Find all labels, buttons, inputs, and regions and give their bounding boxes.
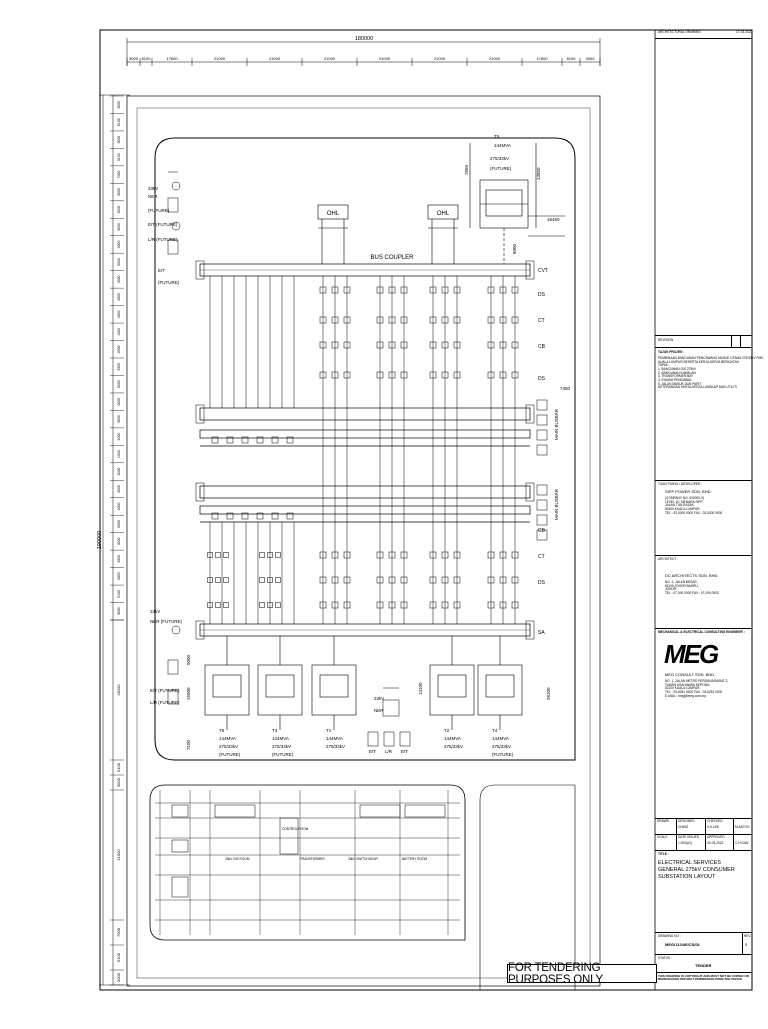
tb-designed-label: DESIGNED	[678, 819, 695, 823]
left-dim-label: 4000	[117, 310, 121, 319]
top-dim-label: 21000	[268, 56, 281, 61]
transformer-outline	[258, 665, 302, 715]
center-ner-et2: E/T	[401, 749, 409, 754]
left-dim-label: 4500	[117, 292, 121, 301]
left-ner-line2: NER	[148, 194, 158, 199]
switch-symbol	[276, 578, 281, 583]
notes-lines-line: TAPAK :	[658, 363, 670, 368]
building-rooms	[172, 805, 445, 897]
architect-address-line: JOHOR.	[665, 587, 678, 592]
site-boundary	[127, 96, 600, 986]
tb-rev-divider	[742, 932, 743, 954]
right-row-label: CB	[538, 344, 545, 350]
top-dim-label: 3000	[585, 56, 595, 61]
consultant-address-line: 52100 KUALA LUMPUR.	[665, 686, 701, 691]
owner-address-line: (COMPANY NO. 000000-X)	[665, 496, 705, 500]
tb-architect-name: DC ARCHITECTS SDN. BHD.	[665, 573, 719, 578]
transformer-label: 275/33kV	[492, 744, 512, 749]
top-dim-label: 3000	[129, 56, 138, 61]
left-dim-label: 3500	[117, 415, 121, 424]
tb-title-label: TITLE :	[658, 852, 669, 856]
inner-fence	[137, 108, 590, 978]
dim-28100: 28100	[546, 687, 551, 700]
notes-lines-line: PEMBINAAN BANGUNAN PENCAWANG MASUK UTAMA 275/33kV PMU	[658, 356, 764, 360]
left-ner-line4: E/T (FUTURE)	[148, 222, 178, 227]
ohl-label-2: OHL	[436, 211, 450, 217]
left-dim-label-lower: 28100	[116, 684, 121, 696]
left-dim-label: 7000	[117, 170, 121, 179]
dim-7400: 7400	[560, 386, 571, 391]
left-ner-line6: E/T	[158, 268, 166, 273]
switch-symbol	[276, 603, 281, 608]
left-dim-label-lower: 3000	[116, 973, 121, 982]
left-ner-line5: L/R (FUTURE)	[148, 237, 178, 242]
tb-revision-header: REVISION	[658, 338, 674, 342]
left-lower-line2: NER (FUTURE)	[150, 619, 182, 624]
tender-banner: FOR TENDERING PURPOSES ONLY	[507, 964, 657, 983]
bus-coupler-label: BUS COUPLER	[370, 255, 414, 261]
tb-owner-label: TUAN PUNYA / DEVELOPER :	[658, 482, 703, 486]
top-transformer-rating: 144MVA	[494, 143, 511, 148]
transformer-label: T1	[326, 728, 332, 733]
transformer-core	[266, 675, 294, 697]
switch-symbol	[260, 578, 265, 583]
top-dim-label: 8100	[566, 56, 576, 61]
consultant-address-line: TEL : 03-6251 0000 FAX : 03-6251 0000	[665, 690, 723, 695]
transformer-core	[438, 675, 466, 697]
transformer-label: 275/33kV	[326, 744, 346, 749]
building-grid	[155, 803, 460, 920]
left-dim-label: 3000	[117, 607, 121, 616]
transformer-label: 144MVA	[326, 736, 343, 741]
tb-rev-value: 0	[745, 942, 748, 947]
tb-scale-value: 1:200(A1)	[678, 841, 692, 845]
left-dim-label: 4000	[117, 502, 121, 511]
tb-designed-value: K.K.LEE	[707, 825, 720, 829]
right-row-label: CT	[538, 318, 545, 324]
transformer-label: (FUTURE)	[492, 752, 514, 757]
tb-top-label: ARCHITECTURAL DRAWING	[658, 30, 701, 34]
tb-rev-col	[731, 335, 732, 347]
tb-drawing-no: MEG/1124/E/CS/01	[665, 942, 700, 947]
left-dim-label: 4000	[117, 572, 121, 581]
tb-line-architect	[655, 555, 752, 556]
left-dim-label: 2000	[117, 345, 121, 354]
tb-col-3	[733, 818, 734, 850]
tb-line-copyright	[655, 972, 752, 973]
left-ner-line1: 33kV	[148, 186, 159, 191]
tb-dwgno-label: DRAWING NO :	[658, 934, 681, 938]
tb-drawn-value: CHING	[678, 825, 689, 829]
switch-symbol	[224, 553, 229, 558]
left-dim-label: 2000	[117, 432, 121, 441]
transformer-label: 144MVA	[219, 736, 236, 741]
left-dimension	[99, 95, 130, 985]
left-dim-label: 3600	[117, 188, 121, 196]
owner-address-line: TEL : 03-0000 0000 FAX : 03-0000 0000	[665, 510, 723, 515]
left-lower-line1: 33kV	[150, 609, 161, 614]
transformer-label: 275/33kV	[444, 744, 464, 749]
transformer-label: (FUTURE)	[272, 752, 294, 757]
dim-7850: 7850	[464, 164, 469, 175]
dim-13100: 13100	[418, 682, 423, 695]
building-label-5: BATTERY ROOM	[402, 857, 428, 861]
tb-notes	[658, 356, 764, 390]
transformer-label: 144MVA	[444, 736, 461, 741]
top-transformer-status: (FUTURE)	[490, 166, 512, 171]
dim-6000: 6000	[512, 243, 517, 254]
notes-lines-line: 4. RUMAH PENGAWAL	[658, 378, 692, 383]
busbar-endcaps	[196, 261, 534, 639]
top-dimension	[127, 38, 600, 66]
tb-title-line3: SUBSTATION LAYOUT	[658, 874, 716, 880]
tb-owner-name: SIPP POWER SDN. BHD.	[665, 489, 712, 494]
transformer-outline	[312, 665, 356, 715]
right-row-label: DS	[538, 292, 545, 298]
transformer-label: 275/33kV	[219, 744, 239, 749]
tb-checked-label: CHECKED	[707, 819, 723, 823]
left-dim-label: 4500	[117, 554, 121, 563]
center-ner-line2: NER	[374, 708, 384, 713]
left-dim-label-lower: 21000	[116, 849, 121, 861]
notes-lines-line: KETERANGAN KERJA-KERJA LANSKAP DAN UTILITI	[658, 385, 737, 390]
building-outline	[150, 785, 465, 940]
tb-architect-address	[665, 581, 719, 596]
switch-symbol	[216, 578, 221, 583]
left-dim-label: 6000	[117, 397, 121, 406]
transformer-outline	[205, 665, 249, 715]
left-dim-label: 6100	[117, 118, 121, 127]
right-row-label: CT	[538, 554, 545, 560]
top-dim-label: 21000	[488, 56, 501, 61]
left-dim-label: 6000	[117, 380, 121, 389]
bay-lines	[210, 276, 515, 624]
switchgear-symbols	[208, 287, 519, 608]
top-dim-label: 21000	[378, 56, 391, 61]
switch-symbol	[224, 578, 229, 583]
access-road	[480, 785, 575, 990]
top-dimension-texts	[129, 56, 595, 61]
dim-16450: 16450	[547, 217, 560, 222]
transformer-label: 275/33kV	[272, 744, 292, 749]
tb-col-1	[676, 818, 677, 850]
switch-symbol	[216, 553, 221, 558]
right-row-label: DS	[538, 580, 545, 586]
tb-copyright: THIS DRAWING IS COPYRIGHT AND MUST NOT BE COPIED OR REPRODUCED WITHOUT PERMISSION FROM THE OFFICE	[658, 974, 749, 982]
tb-status-value: TENDER	[695, 963, 712, 968]
dim-5000: 5000	[186, 654, 191, 665]
switch-symbol	[260, 553, 265, 558]
overall-width-label: 180000	[354, 36, 374, 42]
left-dim-label-lower: 3000	[116, 778, 121, 787]
building-label-1: 33kV GIS ROOM	[225, 857, 250, 861]
tb-consultant-address	[665, 680, 728, 698]
tb-status-label: STATUS :	[658, 956, 672, 960]
tb-rev-col-2	[740, 335, 741, 347]
tb-line-drawn	[655, 818, 752, 819]
future-transformer-top	[470, 143, 565, 264]
left-dim-label: 5100	[117, 153, 121, 162]
top-dim-label: 8100	[141, 56, 151, 61]
tb-rev-label: REV.	[744, 934, 752, 938]
left-lower-line3: E/T (FUTURE)	[150, 688, 180, 693]
notes-lines-line: 3. TRANSFORMER BAY	[658, 374, 694, 379]
left-dim-label: 4000	[117, 275, 121, 284]
tb-line-dwgno	[655, 932, 752, 933]
switch-symbol	[216, 603, 221, 608]
top-dim-label: 21000	[433, 56, 446, 61]
consultant-address-line: TAMAN USAHAWAN KEPONG,	[665, 682, 711, 687]
transformer-labels	[219, 728, 514, 757]
tb-date-label: DATE ISSUED	[678, 835, 700, 839]
tb-approved-label: APPROVED	[707, 835, 725, 839]
center-ner-line1: 33kV	[374, 696, 385, 701]
ohl-label-1: OHL	[326, 211, 340, 217]
tb-line-revision	[655, 335, 752, 336]
consultant-address-line: E-MAIL : meg@meg.com.my	[665, 693, 706, 698]
tb-approved-value: C.H.GAN	[735, 841, 749, 845]
architect-address-line: 81100 JOHOR BAHRU,	[665, 583, 699, 588]
center-ner-et1: E/T	[369, 749, 377, 754]
transformer-label: (FUTURE)	[219, 752, 241, 757]
main-busbar-label-1: MAIN BUSBAR	[554, 408, 559, 440]
transformer-boxes	[205, 636, 522, 730]
left-dim-label: 4500	[117, 485, 121, 493]
right-row-label: SA	[538, 630, 545, 636]
notes-lines-line: KUALA LUMPUR BESERTA KERJA-KERJA BERKAITAN	[658, 359, 739, 364]
left-dim-label: 3000	[117, 135, 121, 144]
tb-line-title	[655, 850, 752, 851]
transformer-label: 144MVA	[272, 736, 289, 741]
left-dim-label: 4000	[117, 240, 121, 249]
tb-col-2	[705, 818, 706, 850]
left-dim-label: 4000	[117, 205, 121, 214]
tb-consultant-name: MEG CONSULT SDN. BHD.	[665, 672, 716, 677]
notes-lines-line: 5. JALAN MASUK DAN PARIT	[658, 381, 702, 386]
left-dim-label-lower: 5100	[116, 763, 121, 772]
transformer-core	[213, 675, 241, 697]
left-dim-label: 1000	[117, 450, 121, 458]
right-row-label: CB	[538, 528, 545, 534]
left-dim-label: 5000	[117, 520, 121, 528]
transformer-label: T3	[272, 728, 278, 733]
owner-address-line: LEVEL 10, MENARA SIPP,	[665, 499, 704, 504]
left-ner-line3: (FUTURE)	[148, 208, 170, 213]
left-dim-label-lower: 6100	[116, 953, 121, 962]
left-dim-label: 3000	[117, 100, 121, 109]
top-dim-label: 17600	[166, 56, 178, 61]
left-dim-label: 4000	[117, 467, 121, 476]
tb-line-1	[655, 38, 752, 39]
tb-drawn-label: DRAWN	[657, 819, 669, 823]
left-dim-label: 3500	[117, 362, 121, 371]
building-label-2: CONTROL ROOM	[282, 827, 309, 831]
left-dim-label: 4000	[117, 537, 121, 546]
tb-line-owner	[655, 480, 752, 481]
building-label-3: TRANSFORMER	[300, 857, 325, 861]
top-dim-label: 17600	[536, 56, 548, 61]
transformer-label: T5	[219, 728, 225, 733]
top-transformer-voltage: 275/33kV	[490, 156, 510, 161]
tb-owner-address	[665, 497, 722, 515]
overall-height-label: 190000	[97, 530, 103, 550]
top-dim-label: 21000	[213, 56, 226, 61]
transformer-core	[486, 675, 514, 697]
tb-top-date: 17-03-2022	[736, 30, 753, 34]
tb-scale-label: SCALE	[657, 835, 668, 839]
tb-architect-label: ARCHITECT :	[658, 557, 678, 561]
tb-notes-title: TAJUK PROJEK :	[658, 350, 685, 354]
top-dim-label: 21000	[323, 56, 336, 61]
busbars	[200, 264, 530, 636]
sheet-border	[100, 30, 764, 990]
left-dim-label-lower: 7000	[116, 928, 121, 937]
top-transformer-name: T5	[494, 134, 500, 139]
switch-symbol	[260, 603, 265, 608]
owner-address-line: 50400 KUALA LUMPUR.	[665, 507, 701, 512]
meg-logo: MEG	[664, 639, 718, 669]
transformer-label: T2	[444, 728, 450, 733]
tb-line-notes	[655, 347, 752, 348]
tb-line-scale	[655, 834, 752, 835]
main-busbar-label-2: MAIN BUSBAR	[554, 488, 559, 520]
right-side-symbols	[537, 400, 547, 540]
owner-address-line: JALAN TUN RAZAK,	[665, 503, 695, 508]
notes-lines-line: 2. BANGUNAN KAWALAN	[658, 370, 696, 375]
transformer-label: 144MVA	[492, 736, 509, 741]
left-dim-label: 1000	[117, 327, 121, 336]
tb-title-line2: GENERAL 275kV CONSUMER	[658, 867, 735, 873]
left-ner-line7: (FUTURE)	[158, 280, 180, 285]
left-dimension-texts	[116, 101, 121, 982]
transformer-outline	[430, 665, 474, 715]
notes-lines-line: 1. BANGUNAN GIS 275kV	[658, 367, 696, 372]
dim-7100: 7100	[186, 739, 191, 750]
tb-title-line1: ELECTRICAL SERVICES	[658, 860, 721, 866]
left-dim-label: 5000	[117, 258, 121, 266]
consultant-address-line: NO. 1, JALAN METRO PERDANA BARAT 2,	[665, 679, 729, 683]
building-label-4: 33kV SWITCHGEAR	[348, 857, 378, 861]
architect-address-line: TEL : 07-000 0000 FAX : 07-000 0000	[665, 591, 719, 596]
right-row-label: CVT	[538, 268, 548, 274]
center-ner-lr: L/R	[385, 749, 393, 754]
switchyard-compound	[155, 138, 575, 760]
tb-line-consultant	[655, 628, 752, 629]
left-dim-label: 4500	[117, 223, 121, 231]
right-row-labels	[538, 268, 548, 636]
transformer-label: T4	[492, 728, 498, 733]
left-dim-label: 6100	[117, 589, 121, 598]
architect-address-line: NO. 1, JALAN BESAR,	[665, 580, 698, 584]
transformer-outline	[478, 665, 522, 715]
switch-symbol	[224, 603, 229, 608]
tb-date-value: 02-03-2022	[707, 841, 724, 845]
dim-13850: 13850	[536, 167, 541, 180]
tb-consultant-label: MECHANICAL & ELECTRICAL CONSULTING ENGINEER :	[658, 630, 745, 634]
switch-symbol	[276, 553, 281, 558]
tb-line-status	[655, 954, 752, 955]
left-lower-line4: L/R (FUTURE)	[150, 700, 180, 705]
right-row-label: DS	[538, 376, 545, 382]
transformer-core	[320, 675, 348, 697]
dim-15000: 15000	[186, 687, 191, 700]
tb-checked-value: M.ANTOS	[735, 825, 750, 829]
